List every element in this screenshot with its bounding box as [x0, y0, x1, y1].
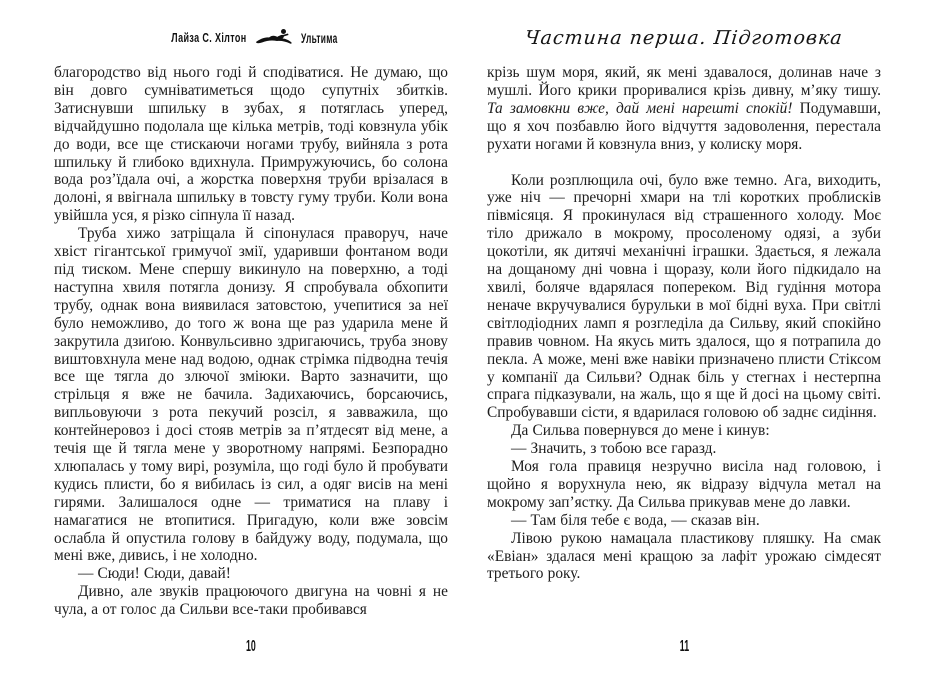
- right-page-text: [487, 64, 881, 583]
- paragraph: Труба хижо затріщала й сіпонулася праворуч, наче хвіст гігантської гримучої змії, ударивши фонтаном води під тиском. Мене спершу викинуло на поверхню, а тоді наступна хвиля потягла донизу. Я спробувала обхопити трубу, однак вона виявилася затовстою, учепитися за неї було неможливо, до того ж вона ще раз ударила мене й закрутила дзиґою. Конвульсивно здригаючись, труба знову виштовхнула мене над водою, однак стрімка підводна течія все ще тягла до злючої зміюки. Варто зазначити, що стрільця я вже не бачила. Задихаючись, борсаючись, випльовуючи з рота пекучий розсіл, я завважила, що контейнеровоз і досі стояв метрів за п’ятдесят від мене, а течія ще й тягла мене у зворотному напрямі. Безпорадно хлюпалась у тому вирі, розуміла, що годі було й пробувати кудись плисти, бо я вибилась із сил, а одяг висів на мені гирями. Залишалося одне — триматися на плаву і намагатися не втопитися. Пригадую, коли вже зовсім ослабла й опустила голову в байдужу воду, подумала, що мені вже, дивись, і не холодно.: [54, 225, 448, 565]
- chapter-title: Частина перша. Підготовка: [523, 27, 845, 49]
- paragraph: Моя гола правиця незручно висіла над головою, і щойно я ворухнула нею, як відразу відчула метал на мокрому зап’ястку. Да Сильва прикував мене до лавки.: [487, 458, 881, 511]
- inner-monologue-italic: Та замовкни вже, дай мені нарешті спокій!: [487, 99, 793, 117]
- paragraph: Дивно, але звуків працюючого двигуна на човні я не чула, а от голос да Сильви все-таки пробивався: [54, 583, 448, 619]
- paragraph: [487, 64, 881, 154]
- paragraph: Коли розплющила очі, було вже темно. Ага, виходить, уже ніч — пречорні хмари на тлі коротких проблисків півмісяця. Я прокинулася від страшенного холоду. Моє тіло дрижало в мокрому, просоленому одязі, а зуби цокотіли, як дитячі механічні іграшки. Здається, я лежала на дощаному дні човна і щоразу, коли його підкидало на хвилі, боляче вдарялася попереком. Від гудіння мотора неначе вкручувалися бурульки в мої бідні вуха. При світлі світлодіодних ламп я розгледіла да Сильву, який спокійно правив човном. На якусь мить здалося, що я потрапила до пекла. А може, мені вже навіки призначено плисти Стіксом у компанії да Сильви? Однак біль у стегнах і нестерпна спрага підказували, на жаль, що я ще й досі на цьому світі. Спробувавши сісти, я вдарилася головою об заднє сидіння.: [487, 171, 881, 422]
- dialogue-line: — Там біля тебе є вода, — сказав він.: [511, 511, 760, 529]
- reclining-woman-silhouette-icon: [255, 27, 293, 50]
- paragraph-text: крізь шум моря, який, як мені здавалося, долинав наче з мушлі. Його крики проривалися крізь дивну, м’яку тишу.: [487, 64, 881, 99]
- left-page-number: 10: [246, 638, 256, 655]
- paragraph: Лівою рукою намацала пластикову пляшку. На смак «Евіан» здалася мені кращою за лафіт урожаю сімдесят третього року.: [487, 529, 881, 583]
- paragraph-text: Подумавши, що я хоч позбавлю його відчуття задоволення, перестала рухати ногами й ковзнула вниз, у колиску моря.: [487, 99, 882, 153]
- right-page: [487, 0, 881, 700]
- left-running-head: [54, 26, 448, 50]
- author-name: Лайза С. Хілтон: [171, 31, 247, 45]
- paragraph: благородство від нього годі й сподіватися. Не думаю, що він довго сумніватиметься щодо супутніх збитків. Затиснувши шпильку в зубах, я потяглась уперед, відчайдушно подолала ще кілька метрів, тоді ковзнула убік до води, все ще стискаючи ногами трубу, вийняла з рота шпильку й глибоко вдихнула. Примружуючись, бо солона вода роз’їдала очі, а жорстка поверхня труби врізалася в долоні, я ввігнала шпильку в товсту гуму труби. Коли вона увійшла уся, я різко сіпнула її назад.: [54, 64, 448, 225]
- right-running-head: [487, 26, 881, 50]
- left-page-text: [54, 64, 448, 619]
- right-page-number: 11: [679, 638, 689, 655]
- book-title: Ультима: [300, 30, 338, 46]
- paragraph: Да Сильва повернувся до мене і кинув:: [511, 422, 770, 440]
- dialogue-line: — Значить, з тобою все гаразд.: [511, 440, 717, 458]
- left-page: [54, 0, 448, 700]
- dialogue-line: — Сюди! Сюди, давай!: [78, 565, 231, 583]
